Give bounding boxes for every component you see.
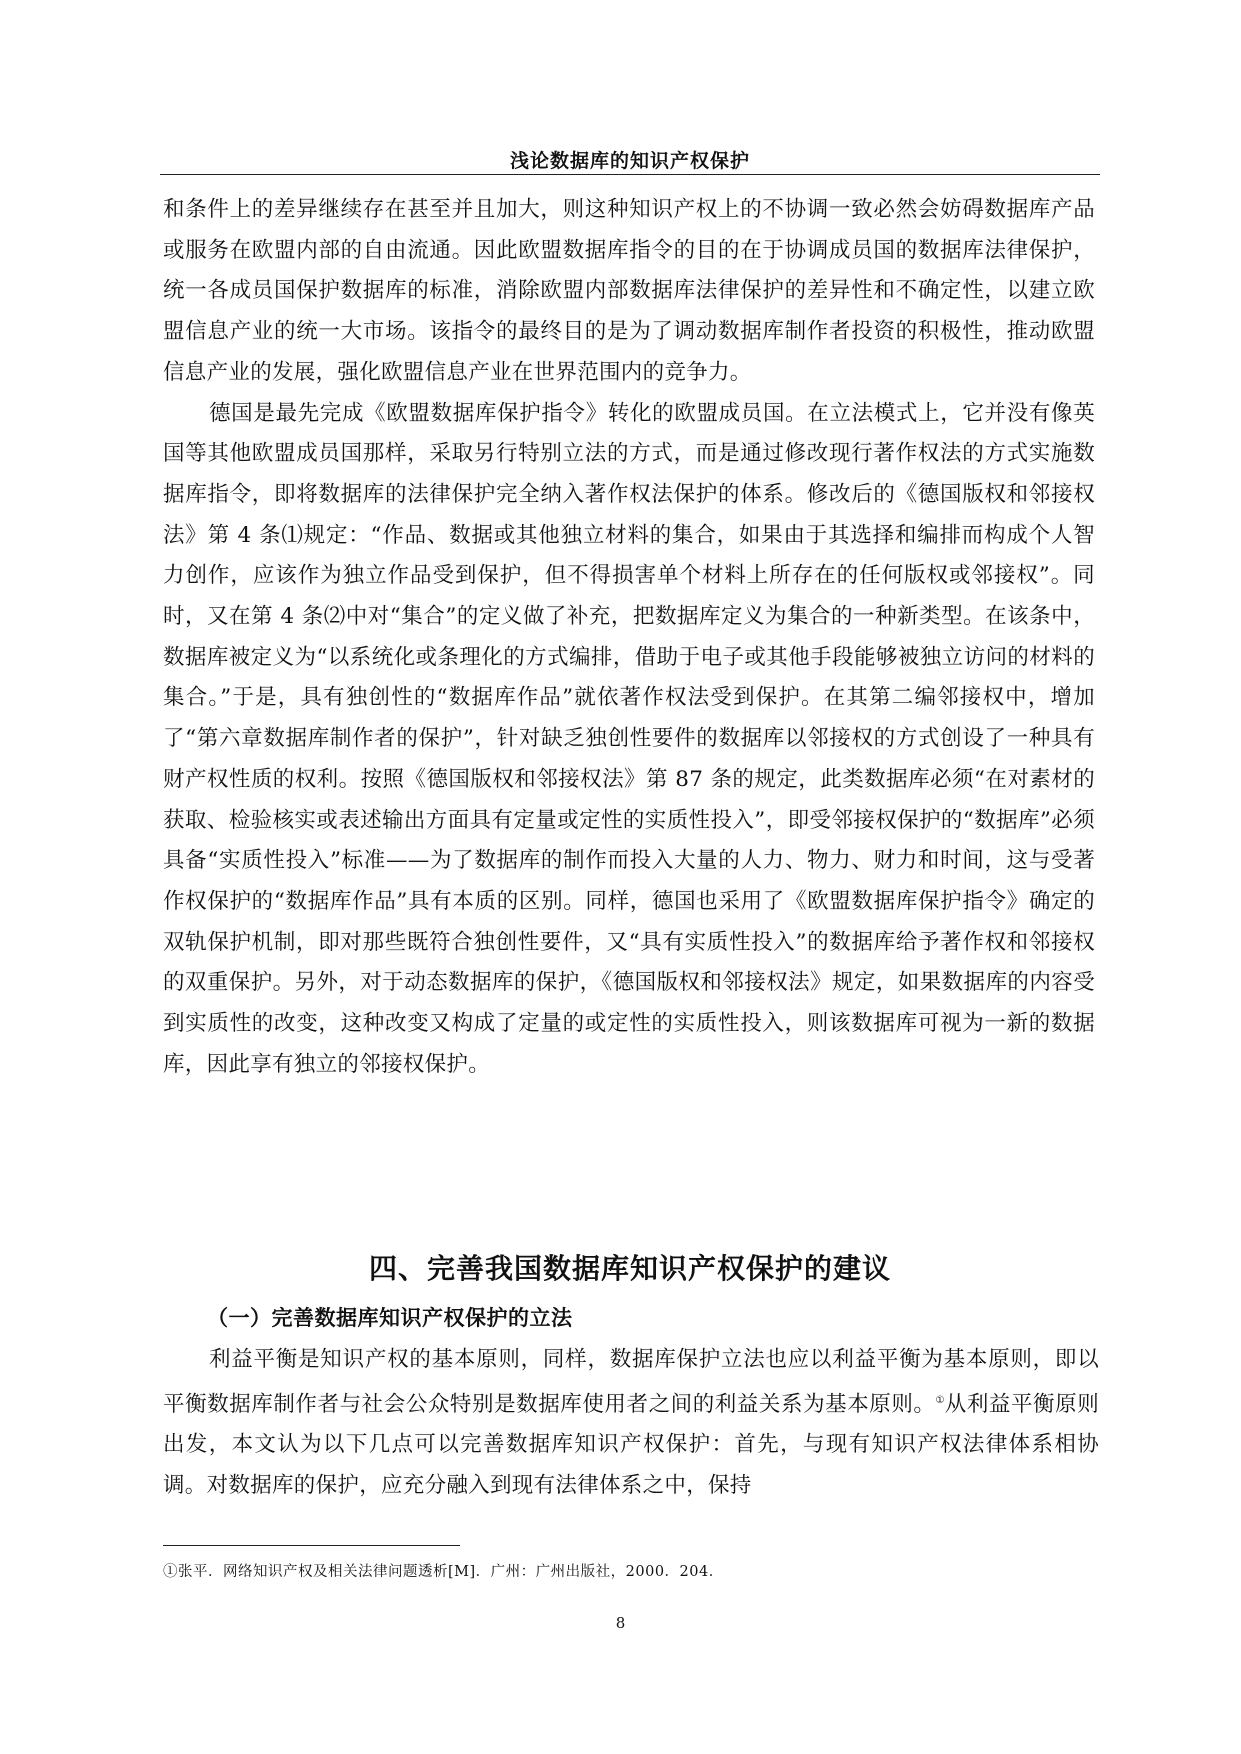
body-text bbox=[163, 190, 1095, 1085]
body-paragraph-germany: 德国是最先完成《欧盟数据库保护指令》转化的欧盟成员国。在立法模式上，它并没有像英国等其他欧盟成员国那样，采取另行特别立法的方式，而是通过修改现行著作权法的方式实施数据库指令，即将数据库的法律保护完全纳入著作权法保护的体系。修改后的《德国版权和邻接权法》第 4 条⑴规定：“作品、数据或其他独立材料的集合，如果由于其选择和编排而构成个人智力创作，应该作为独立作品受到保护，但不得损害单个材料上所存在的任何版权或邻接权”。同时，又在第 4 条⑵中对“集合”的定义做了补充，把数据库定义为集合的一种新类型。在该条中，数据库被定义为“以系统化或条理化的方式编排，借助于电子或其他手段能够被独立访问的材料的集合。”于是，具有独创性的“数据库作品”就依著作权法受到保护。在其第二编邻接权中，增加了“第六章数据库制作者的保护”，针对缺乏独创性要件的数据库以邻接权的方式创设了一种具有财产权性质的权利。按照《德国版权和邻接权法》第 87 条的规定，此类数据库必须“在对素材的获取、检验核实或表述输出方面具有定量或定性的实质性投入”，即受邻接权保护的“数据库”必须具备“实质性投入”标准——为了数据库的制作而投入大量的人力、物力、财力和时间，这与受著作权保护的“数据库作品”具有本质的区别。同样，德国也采用了《欧盟数据库保护指令》确定的双轨保护机制，即对那些既符合独创性要件，又“具有实质性投入”的数据库给予著作权和邻接权的双重保护。另外，对于动态数据库的保护，《德国版权和邻接权法》规定，如果数据库的内容受到实质性的改变，这种改变又构成了定量的或定性的实质性投入，则该数据库可视为一新的数据库，因此享有独立的邻接权保护。 bbox=[163, 400, 1095, 1077]
body-paragraph-continued: 和条件上的差异继续存在甚至并且加大，则这种知识产权上的不协调一致必然会妨碍数据库产品或服务在欧盟内部的自由流通。因此欧盟数据库指令的目的在于协调成员国的数据库法律保护，统一各成员国保护数据库的标准，消除欧盟内部数据库法律保护的差异性和不确定性，以建立欧盟信息产业的统一大市场。该指令的最终目的是为了调动数据库制作者投资的积极性，推动欧盟信息产业的发展，强化欧盟信息产业在世界范围内的竞争力。 bbox=[163, 197, 1095, 385]
section-paragraph-part-2: 从利益平衡原则出发，本文认为以下几点可以完善数据库知识产权保护：首先，与现有知识产权法律体系相协调。对数据库的保护，应充分融入到现有法律体系之中，保持 bbox=[163, 1391, 1099, 1499]
footnote-divider bbox=[163, 1545, 460, 1546]
section-heading: 四、完善我国数据库知识产权保护的建议 bbox=[368, 1252, 891, 1285]
section-paragraph-part-1: 利益平衡是知识产权的基本原则，同样，数据库保护立法也应以利益平衡为基本原则，即以平衡数据库制作者与社会公众特别是数据库使用者之间的利益关系为基本原则。 bbox=[163, 1347, 1099, 1417]
header-divider bbox=[160, 174, 1100, 175]
subsection-heading: （一）完善数据库知识产权保护的立法 bbox=[207, 1306, 573, 1330]
page-number: 8 bbox=[615, 1614, 626, 1632]
running-header: 浅论数据库的知识产权保护 bbox=[509, 150, 750, 172]
footnote: ①张平．网络知识产权及相关法律问题透析[M]．广州：广州出版社，2000．204． bbox=[163, 1564, 724, 1580]
section-body-text bbox=[163, 1340, 1099, 1507]
footnote-reference-mark[interactable]: ① bbox=[935, 1394, 945, 1406]
section-paragraph bbox=[163, 1340, 1099, 1507]
